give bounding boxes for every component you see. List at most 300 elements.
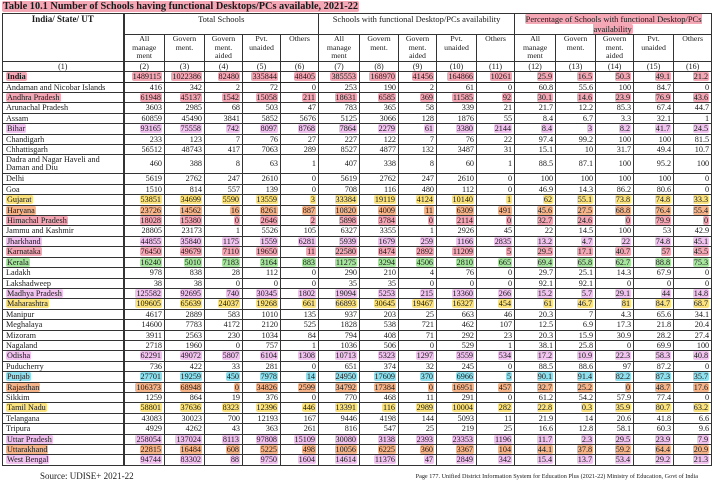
value-cell [165,309,205,319]
cell-value: 106373 [136,382,161,392]
value-cell [319,372,360,382]
state-name: Puducherry [6,361,44,371]
cell-value: 64.4 [655,445,671,454]
state-name: Delhi [6,174,25,184]
value-cell [674,247,712,257]
value-cell [243,236,281,246]
state-name: Karnataka [7,247,41,257]
value-cell [205,72,243,82]
cell-value: 32.7 [537,216,553,226]
cell-value: 708 [344,184,358,194]
value-cell [515,155,556,174]
value-cell [556,113,596,123]
state-name: West Bengal [7,455,49,465]
value-cell [360,145,399,155]
value-cell [399,205,437,215]
cell-value: 4172 [223,320,240,330]
cell-value: 770 [344,392,358,402]
value-cell [634,455,674,465]
value-cell [437,113,477,123]
cell-value: 100 [658,174,672,184]
cell-value: 3066 [379,113,397,123]
cell-value: 289 [303,145,317,155]
cell-value: 25 [425,309,435,319]
cell-value: 3164 [260,257,277,267]
value-cell [399,72,437,82]
cell-value: 6309 [456,205,474,215]
state-name: Chandigarh [6,134,45,144]
cell-value: 5619 [145,174,162,184]
cell-value: 0 [705,174,710,184]
cell-value: 736 [149,361,162,371]
value-cell [634,155,674,174]
value-cell [399,93,437,103]
cell-value: 62291 [140,351,161,361]
value-cell [281,445,319,455]
cell-value: 210 [383,268,397,278]
cell-value: 454 [498,299,512,309]
cell-value: 67.4 [656,103,672,113]
table-row [3,72,712,82]
cell-value: 100 [618,134,632,144]
cell-value: 109605 [136,299,161,309]
value-cell [515,361,556,371]
table-row [3,216,712,226]
value-cell [634,174,674,184]
state-name: Odisha [7,351,31,361]
subcolumn-header: Govern ment. [360,35,399,62]
value-cell [281,320,319,330]
cell-value: 29.5 [537,247,553,257]
value-cell [515,205,556,215]
value-cell [399,403,437,413]
value-cell [515,340,556,350]
column-number: (13) [556,61,596,71]
subcolumn-header: Pvt. unaided [437,35,477,62]
cell-value: 104 [498,445,512,454]
cell-value: 291 [461,392,475,402]
cell-value: 838 [189,268,202,278]
cell-value: 7.9 [697,434,709,444]
value-cell [596,288,634,298]
value-cell [596,330,634,340]
cell-value: 0 [235,278,240,288]
cell-value: 77.4 [656,392,672,402]
value-cell [319,124,360,134]
state-name: Haryana [7,205,35,215]
value-cell [477,103,515,113]
value-cell [319,257,360,267]
cell-value: 31.7 [616,145,632,155]
value-cell [515,195,556,205]
value-cell [243,113,281,123]
cell-value: 4877 [379,145,397,155]
table-row [3,309,712,319]
cell-value: 3 [310,195,316,205]
value-cell [556,195,596,205]
cell-value: 506 [383,340,397,350]
cell-value: 25.1 [578,268,594,278]
value-cell [360,309,399,319]
cell-value: 81.5 [694,134,710,144]
value-cell [165,145,205,155]
value-cell [243,403,281,413]
cell-value: 47 [424,455,434,465]
value-cell [556,392,596,402]
value-cell [124,413,165,423]
cell-value: 112 [462,184,475,194]
value-cell [319,195,360,205]
cell-value: 0 [705,361,710,371]
value-cell [281,195,319,205]
cell-value: 33384 [335,195,357,205]
cell-value: 93165 [140,124,161,134]
cell-value: 23173 [181,226,202,236]
cell-value: 53 [662,226,672,236]
value-cell [281,113,319,123]
cell-value: 44.1 [537,445,553,454]
cell-value: 491 [498,205,512,215]
value-cell [243,216,281,226]
value-cell [124,93,165,103]
cell-value: 63.2 [693,403,709,413]
value-cell [596,278,634,288]
value-cell [556,184,596,194]
value-cell [515,134,556,144]
state-name: Nagaland [6,340,38,350]
cell-value: 1 [705,113,710,123]
value-cell [124,299,165,309]
cell-value: 15380 [180,216,201,226]
cell-value: 20.4 [694,320,710,330]
value-cell [281,278,319,288]
cell-value: 13.2 [537,236,553,246]
table-row [3,174,712,184]
value-cell [165,195,205,205]
value-cell [281,382,319,392]
value-cell [437,93,477,103]
value-cell [634,299,674,309]
value-cell [477,155,515,174]
state-name-cell [3,103,124,113]
cell-value: 3355 [379,226,397,236]
value-cell [437,278,477,288]
value-cell [437,184,477,194]
value-cell [515,424,556,434]
value-cell [281,155,319,174]
value-cell [515,268,556,278]
cell-value: 97 [622,361,632,371]
cell-value: 5093 [457,413,475,423]
state-name-cell [3,113,124,123]
value-cell [205,309,243,319]
value-cell [124,236,165,246]
value-cell [634,382,674,392]
value-cell [319,434,360,444]
value-cell [477,278,515,288]
cell-value: 76.4 [655,205,671,215]
cell-value: 100 [618,82,632,92]
value-cell [437,424,477,434]
cell-value: 68.7 [693,299,709,309]
value-cell [674,145,712,155]
cell-value: 7110 [222,247,239,257]
cell-value: 446 [302,403,316,413]
state-name: Arunachal Pradesh [6,103,69,113]
value-cell [205,124,243,134]
cell-value: 6585 [378,93,396,102]
value-cell [360,413,399,423]
value-cell [165,455,205,465]
cell-value: 7864 [339,124,357,134]
value-cell [124,351,165,361]
value-cell [515,93,556,103]
value-cell [165,216,205,226]
subcolumn-header: Govern ment. [556,35,596,62]
cell-value: 18028 [140,216,161,226]
value-cell [281,93,319,103]
cell-value: 23353 [452,434,474,444]
cell-value: 15.4 [537,455,553,465]
cell-value: 61 [465,82,475,92]
cell-value: 88 [230,455,239,465]
cell-value: 25 [503,424,513,434]
state-name: Manipur [6,309,35,319]
state-name-cell [3,340,124,350]
cell-value: 3.3 [620,113,632,123]
value-cell [399,247,437,257]
cell-value: 15109 [294,434,316,444]
state-name-cell [3,392,124,402]
value-cell [634,330,674,340]
cell-value: 43 [231,424,240,434]
cell-value: 8.4 [541,124,553,134]
cell-value: 13360 [452,288,474,298]
value-cell [205,320,243,330]
value-cell [243,93,281,103]
value-cell [634,124,674,134]
table-row [3,124,712,134]
value-cell [360,226,399,236]
value-cell [243,434,281,444]
state-column-header: India/ State/ UT [3,14,124,62]
value-cell [437,434,477,444]
cell-value: 0 [705,184,710,194]
cell-value: 72 [269,82,278,92]
value-cell [281,145,319,155]
value-cell [360,278,399,288]
value-cell [399,226,437,236]
cell-value: 105 [303,226,317,236]
value-cell [165,124,205,134]
cell-value: 35840 [180,236,201,246]
value-cell [205,424,243,434]
column-number: (1) [3,61,124,71]
cell-value: 4506 [416,257,434,267]
cell-value: 5.7 [581,288,593,298]
value-cell [477,93,515,103]
table-header [3,14,712,72]
cell-value: 2835 [494,236,512,246]
value-cell [437,382,477,392]
value-cell [556,216,596,226]
cell-value: 538 [383,320,397,330]
value-cell [360,195,399,205]
cell-value: 7 [235,134,240,144]
cell-value: 71 [425,330,435,340]
cell-value: 8474 [378,247,396,257]
cell-value: 503 [265,103,278,113]
value-cell [319,134,360,144]
value-cell [437,82,477,92]
value-cell [515,113,556,123]
value-cell [477,124,515,134]
value-cell [596,361,634,371]
cell-value: 407 [344,159,358,169]
column-number: (11) [477,61,515,71]
table-row [3,413,712,423]
cell-value: 365 [383,103,397,113]
value-cell [124,113,165,123]
value-cell [124,124,165,134]
value-cell [165,299,205,309]
value-cell [243,392,281,402]
cell-value: 190 [383,82,397,92]
value-cell [515,216,556,226]
state-name-cell [3,247,124,257]
value-cell [674,278,712,288]
table-row [3,134,712,144]
column-number: (15) [634,61,674,71]
value-cell [360,184,399,194]
value-cell [477,195,515,205]
value-cell [596,124,634,134]
value-cell [205,361,243,371]
value-cell [477,247,515,257]
value-cell [124,82,165,92]
value-cell [477,82,515,92]
value-cell [399,124,437,134]
cell-value: 97.4 [538,134,554,144]
cell-value: 122 [383,134,397,144]
cell-value: 128 [421,113,435,123]
cell-value: 1196 [495,434,512,444]
value-cell [596,205,634,215]
cell-value: 369 [420,93,434,102]
value-cell [281,413,319,423]
cell-value: 2889 [185,309,202,319]
value-cell [674,424,712,434]
value-cell [674,257,712,267]
subcolumn-header: Others [281,35,319,62]
value-cell [477,113,515,123]
value-cell [281,103,319,113]
cell-value: 14.6 [577,93,593,102]
cell-value: 23726 [140,205,161,215]
value-cell [205,434,243,444]
cell-value: 0 [507,392,513,402]
value-cell [556,103,596,113]
cell-value: 28 [231,268,240,278]
cell-value: 376 [265,392,278,402]
cell-value: 100 [658,134,672,144]
value-cell [124,278,165,288]
value-cell [281,216,319,226]
state-name: Goa [6,184,20,194]
value-cell [281,455,319,465]
cell-value: 85.3 [616,103,632,113]
cell-value: 17.2 [537,351,553,361]
cell-value: 137024 [176,434,201,444]
value-cell [281,330,319,340]
cell-value: 11.7 [538,434,553,444]
cell-value: 3559 [456,351,474,361]
cell-value: 67.9 [656,268,672,278]
cell-value: 480 [421,184,435,194]
cell-value: 1 [235,226,240,236]
cell-value: 35.7 [693,372,709,382]
cell-value: 11 [426,392,435,402]
state-name-cell [3,205,124,215]
subcolumn-header: Govern ment. aided [205,35,243,62]
cell-value: 53851 [140,195,161,205]
value-cell [477,361,515,371]
value-cell [674,226,712,236]
value-cell [596,226,634,236]
value-cell [437,309,477,319]
state-name-cell [3,268,124,278]
cell-value: 17.3 [616,320,632,330]
value-cell [556,205,596,215]
value-cell [674,93,712,103]
value-cell [477,351,515,361]
value-cell [319,361,360,371]
cell-value: 10 [584,145,594,155]
value-cell [165,184,205,194]
value-cell [319,145,360,155]
cell-value: 6.9 [582,320,594,330]
cell-value: 82480 [218,72,239,82]
cell-value: 1 [507,340,513,350]
column-number: (10) [437,61,477,71]
value-cell [319,268,360,278]
value-cell [243,247,281,257]
value-cell [399,445,437,455]
cell-value: 583 [227,309,240,319]
cell-value: 13.7 [577,455,593,465]
value-cell [437,124,477,134]
cell-value: 87.3 [655,372,671,382]
cell-value: 29.1 [615,288,631,298]
value-cell [596,216,634,226]
value-cell [360,288,399,298]
cell-value: 8768 [298,124,316,134]
value-cell [515,288,556,298]
value-cell [674,216,712,226]
value-cell [634,82,674,92]
group-header-total: Total Schools [124,14,319,35]
state-name-cell [3,424,124,434]
value-cell [515,82,556,92]
value-cell [319,113,360,123]
value-cell [124,205,165,215]
subcolumn-header: Govern ment. aided [399,35,437,62]
cell-value: 61948 [140,93,161,102]
value-cell [634,288,674,298]
cell-value: 0 [507,361,513,371]
cell-value: 3 [587,124,593,134]
value-cell [596,145,634,155]
